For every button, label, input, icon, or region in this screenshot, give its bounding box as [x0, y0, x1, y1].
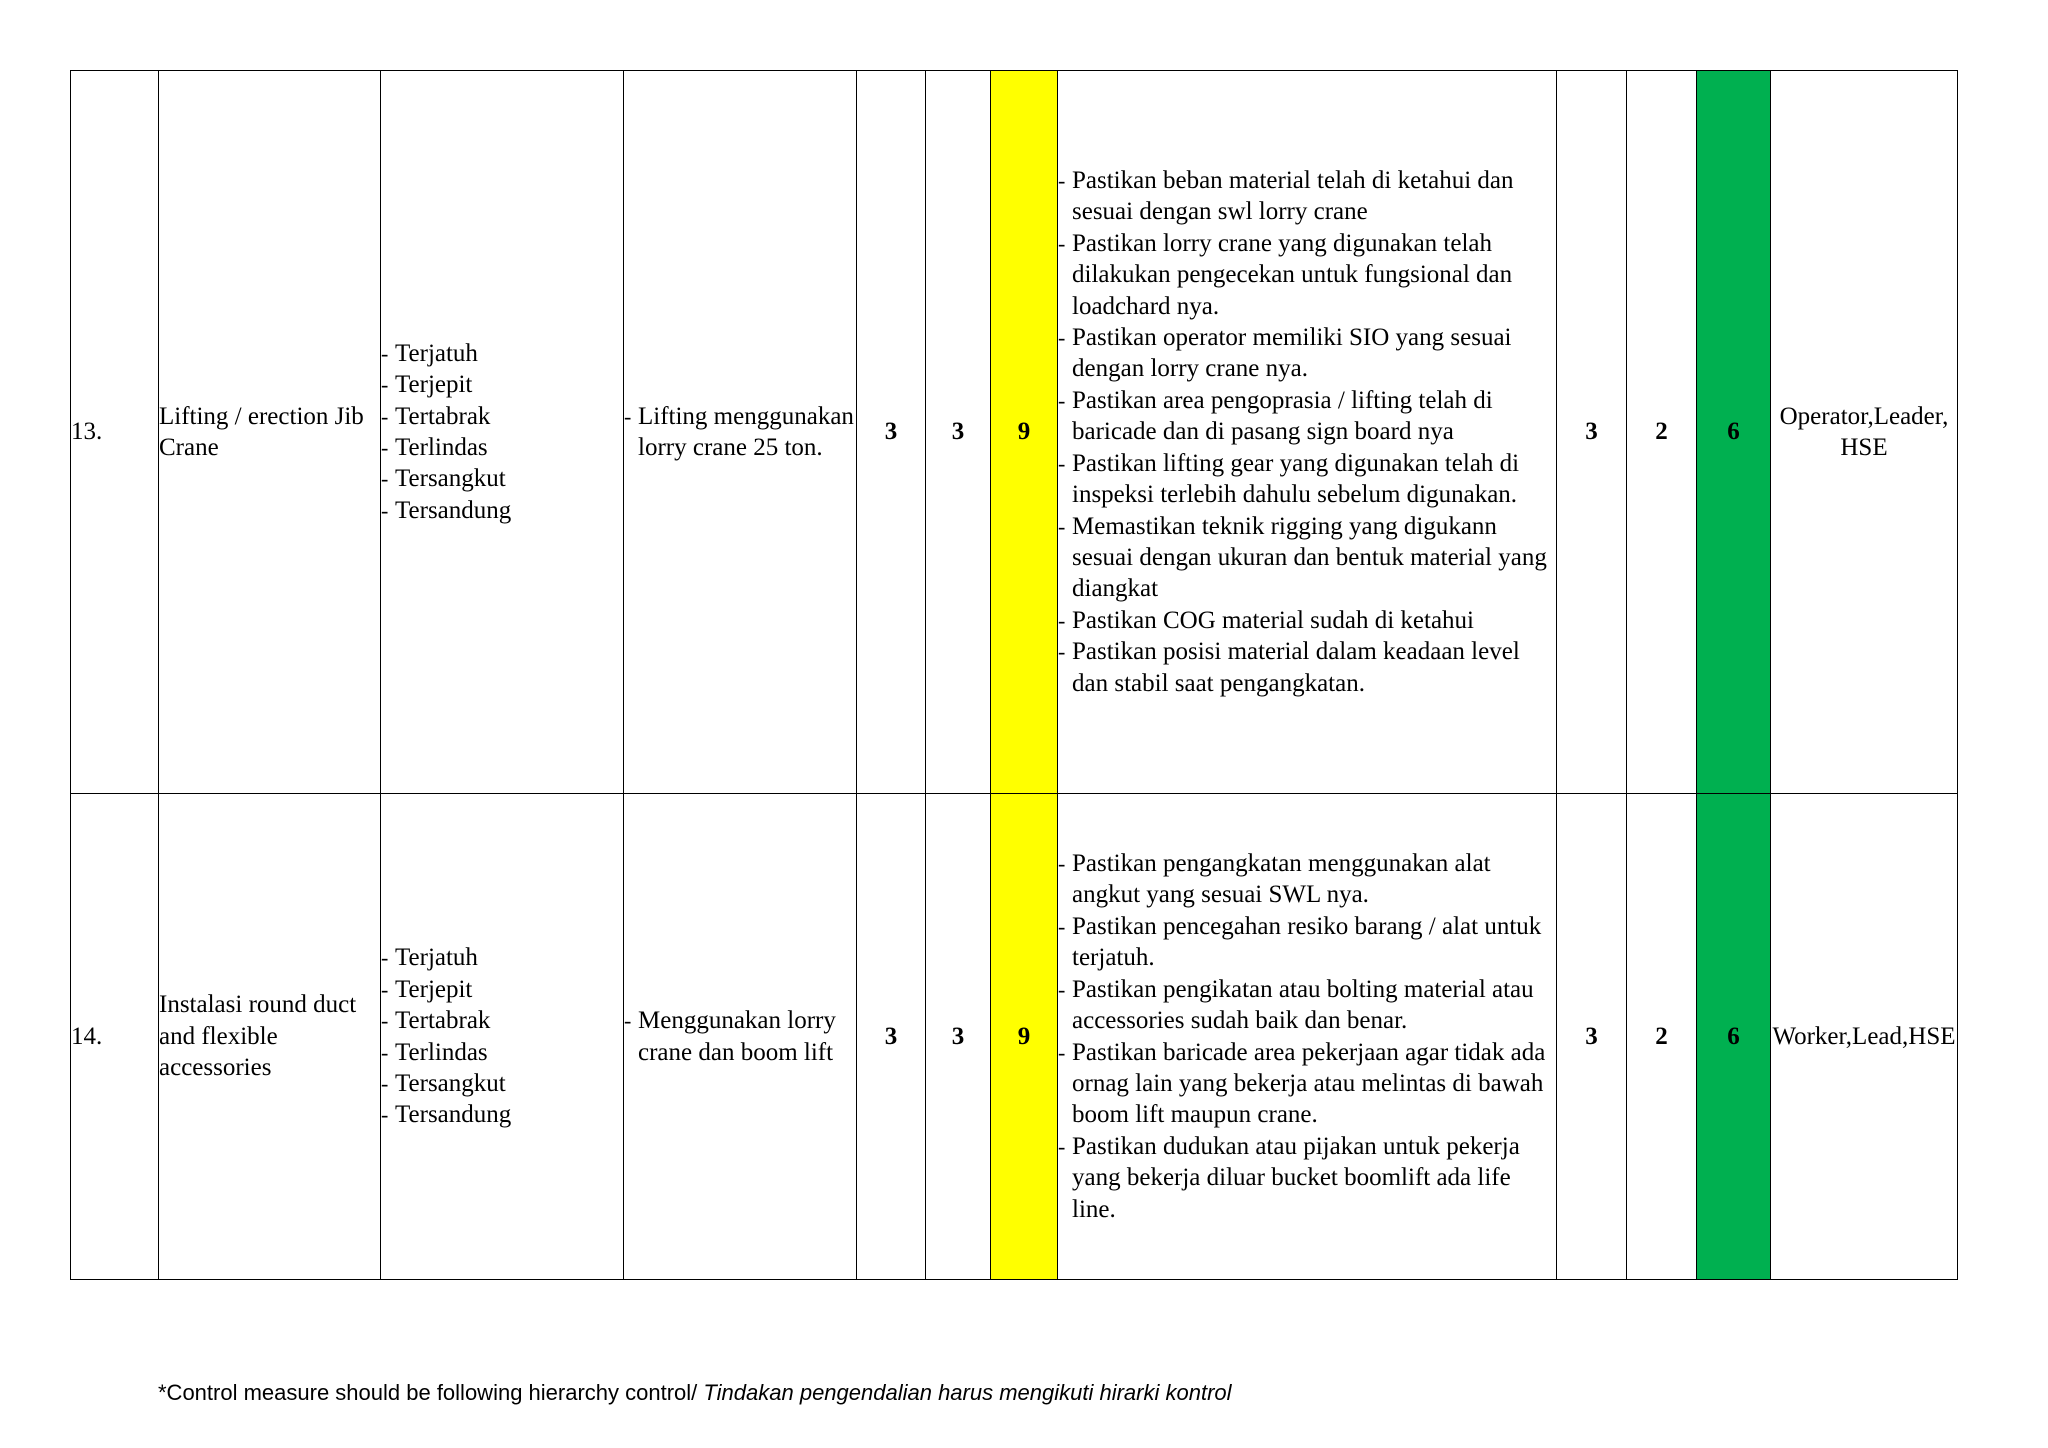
pic-text: Worker,Lead,HSE [1772, 1022, 1956, 1050]
footnote-english: *Control measure should be following hierarchy control/ [158, 1380, 704, 1405]
hazard-item: - Tersangkut [381, 463, 623, 494]
control-list [1058, 165, 1556, 699]
control-item: - Pastikan operator memiliki SIO yang sesuai dengan lorry crane nya. [1058, 322, 1556, 385]
control-item: - Pastikan posisi material dalam keadaan level dan stabil saat pengangkatan. [1058, 636, 1556, 699]
source-item: - Lifting menggunakan lorry crane 25 ton. [624, 401, 856, 464]
hazard-item: - Terlindas [381, 432, 623, 463]
risk-assessment-table [70, 70, 1958, 1280]
control-item: - Pastikan pengangkatan menggunakan alat angkut yang sesuai SWL nya. [1058, 848, 1556, 911]
hazard-item: - Tertabrak [381, 1005, 623, 1036]
footnote [158, 1380, 1232, 1406]
activity-cell: Instalasi round duct and flexible accessories [159, 794, 381, 1280]
activity-cell: Lifting / erection Jib Crane [159, 71, 381, 794]
residual-likelihood: 3 [1557, 71, 1627, 794]
initial-likelihood: 3 [857, 794, 926, 1280]
source-list [624, 1005, 856, 1068]
residual-severity: 2 [1627, 71, 1697, 794]
residual-severity: 2 [1627, 794, 1697, 1280]
hazards-cell [381, 71, 624, 794]
hazard-item: - Terjepit [381, 974, 623, 1005]
hazard-list [381, 942, 623, 1130]
pic-cell [1771, 794, 1958, 1280]
initial-severity: 3 [926, 71, 991, 794]
table-row [71, 794, 1958, 1280]
control-item: - Pastikan dudukan atau pijakan untuk pekerja yang bekerja diluar bucket boomlift ada life line. [1058, 1131, 1556, 1225]
hazard-item: - Tersandung [381, 495, 623, 526]
hazards-cell [381, 794, 624, 1280]
source-cell [624, 71, 857, 794]
source-cell [624, 794, 857, 1280]
hazard-item: - Tersangkut [381, 1068, 623, 1099]
initial-severity: 3 [926, 794, 991, 1280]
control-item: - Pastikan pengikatan atau bolting material atau accessories sudah baik dan benar. [1058, 974, 1556, 1037]
row-number: 14. [71, 794, 159, 1280]
source-list [624, 401, 856, 464]
initial-likelihood: 3 [857, 71, 926, 794]
control-item: - Pastikan COG material sudah di ketahui [1058, 605, 1556, 636]
control-item: - Pastikan baricade area pekerjaan agar tidak ada ornag lain yang bekerja atau melintas di bawah boom lift maupun crane. [1058, 1037, 1556, 1131]
residual-risk-score: 6 [1697, 794, 1771, 1280]
hazard-item: - Terjatuh [381, 338, 623, 369]
source-item: - Menggunakan lorry crane dan boom lift [624, 1005, 856, 1068]
hazard-item: - Terlindas [381, 1037, 623, 1068]
hazard-list [381, 338, 623, 526]
residual-risk-score: 6 [1697, 71, 1771, 794]
table-row [71, 71, 1958, 794]
control-list [1058, 848, 1556, 1225]
control-item: - Pastikan pencegahan resiko barang / alat untuk terjatuh. [1058, 911, 1556, 974]
row-number: 13. [71, 71, 159, 794]
control-measures-cell [1058, 794, 1557, 1280]
control-item: - Pastikan beban material telah di ketahui dan sesuai dengan swl lorry crane [1058, 165, 1556, 228]
control-item: - Pastikan lorry crane yang digunakan telah dilakukan pengecekan untuk fungsional dan loadchard nya. [1058, 228, 1556, 322]
footnote-indonesian: Tindakan pengendalian harus mengikuti hirarki kontrol [703, 1380, 1232, 1405]
hazard-item: - Tertabrak [381, 401, 623, 432]
residual-likelihood: 3 [1557, 794, 1627, 1280]
initial-risk-score: 9 [991, 71, 1058, 794]
initial-risk-score: 9 [991, 794, 1058, 1280]
control-item: - Memastikan teknik rigging yang digukann sesuai dengan ukuran dan bentuk material yang diangkat [1058, 511, 1556, 605]
control-item: - Pastikan lifting gear yang digunakan telah di inspeksi terlebih dahulu sebelum digunakan. [1058, 448, 1556, 511]
hazard-item: - Terjepit [381, 369, 623, 400]
pic-text: Operator,Leader, HSE [1779, 402, 1949, 461]
hazard-item: - Tersandung [381, 1099, 623, 1130]
control-measures-cell [1058, 71, 1557, 794]
hazard-item: - Terjatuh [381, 942, 623, 973]
pic-cell [1771, 71, 1958, 794]
control-item: - Pastikan area pengoprasia / lifting telah di baricade dan di pasang sign board nya [1058, 385, 1556, 448]
